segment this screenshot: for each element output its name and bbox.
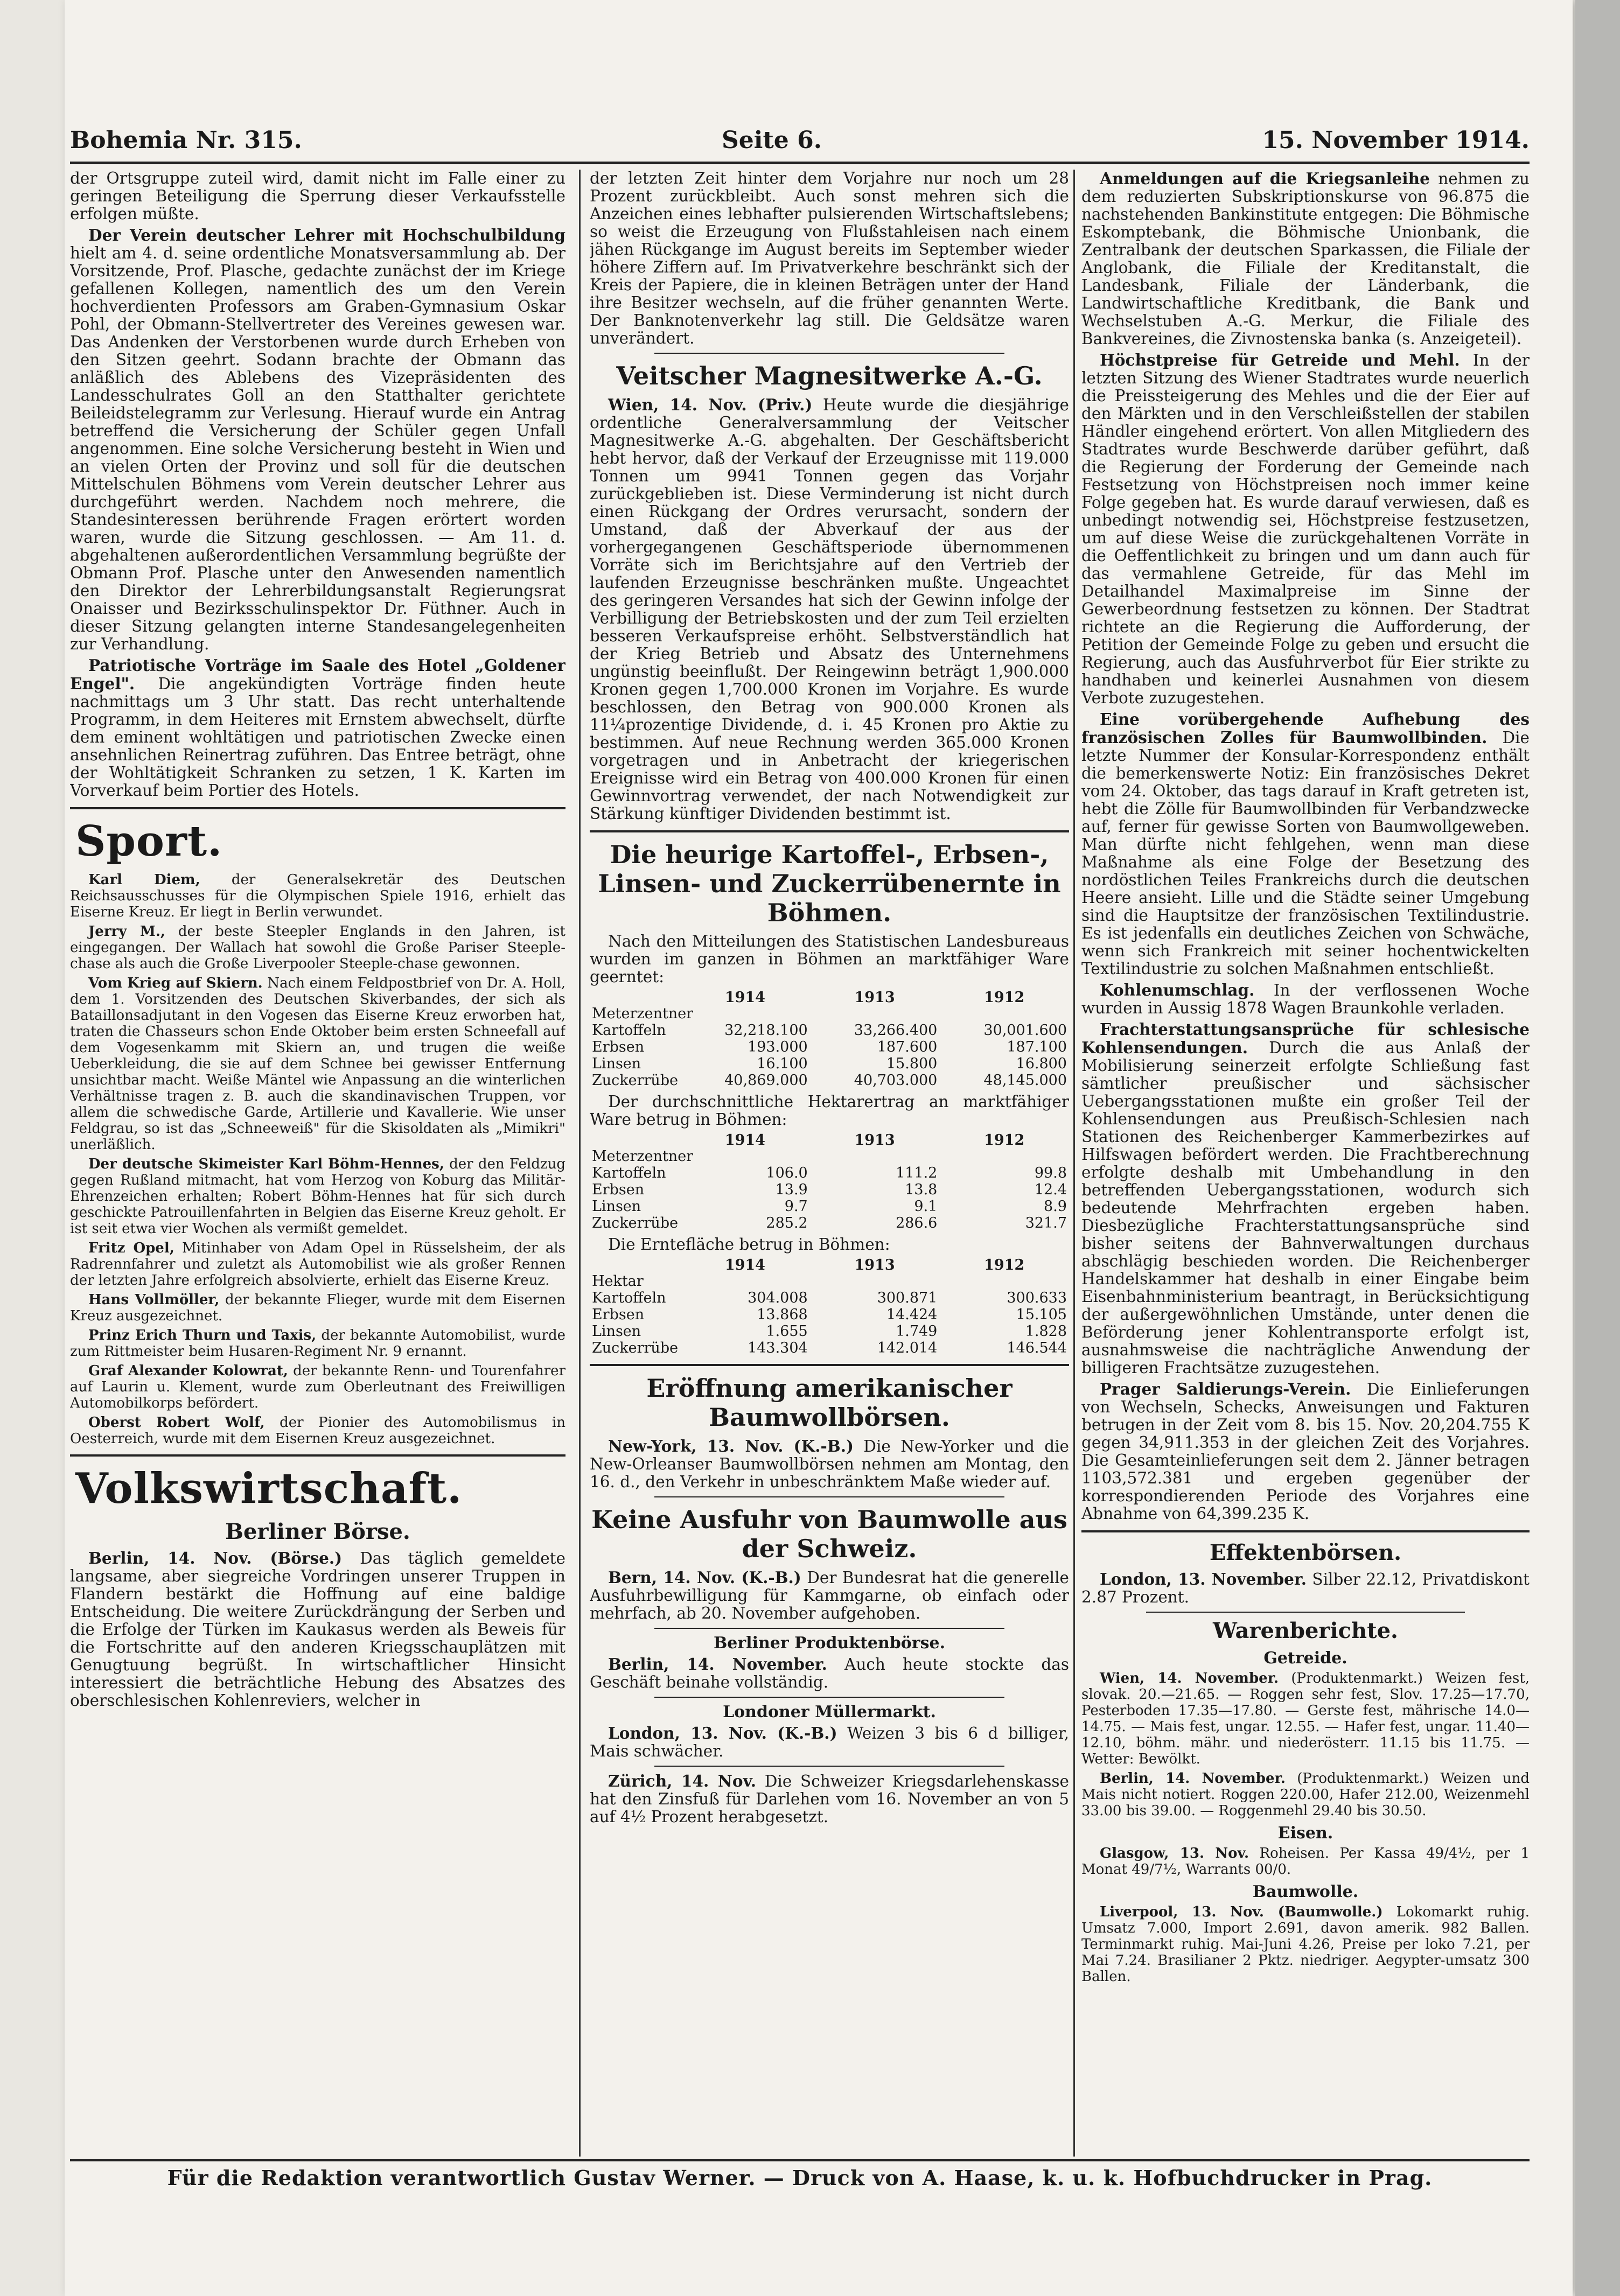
article-magnesit: [590, 396, 1069, 823]
table-row: [590, 1198, 1069, 1215]
article-kriegsanleihe: [1081, 170, 1530, 348]
table-cell: 300.633: [1007, 1290, 1067, 1306]
table-cell: 321.7: [1025, 1215, 1067, 1231]
table-cell: 142.014: [877, 1340, 938, 1356]
table-cell: 187.600: [877, 1039, 938, 1055]
report-berlin: [1081, 1770, 1530, 1819]
article-rule: [654, 1496, 1004, 1497]
row-label: Erbsen: [592, 1181, 645, 1198]
article-text: Roheisen. Per Kassa 49/4½, per 1 Monat 49/7½, Warrants 00/0.: [1081, 1845, 1530, 1878]
article-text: der beste Steepler Englands in den Jahren, ist eingegangen. Der Wallach hat sowohl die Große Pariser Steeple-chase als auch die Große Liverpooler Steeple-chase gewonnen.: [70, 923, 565, 972]
section-rule: [70, 1454, 565, 1457]
row-label: Kartoffeln: [592, 1165, 666, 1181]
table-cell: 1.749: [896, 1323, 938, 1340]
article-text: Nach einem Feldpostbrief von Dr. A. Holl, dem 1. Vorsitzenden des Deutschen Skiverbandes, der sich als Bataillonsadjutant in den Vogesen das Eiserne Kreuz erworben hat, traten die Chasseurs schon Ende Oktober beim ersten Schneefall auf dem Vogesenkamm mit Skiern an, und trugen die weiße Ueberkleidung, die sie auf dem Schnee bei gewisser Entfernung unsichtbar macht. Weiße Mäntel wie Anpassung an die winterlichen Verhältnisse tragen z. B. auch die skandinavischen Truppen, vor allem die schwedische Garde, Artillerie und Kavallerie. Wie unser Feldgrau, so ist das „Schneeweiß" für die Skisoldaten als „Mimikri" unerläßlich.: [70, 975, 565, 1153]
article-kohlenumschlag: [1081, 981, 1530, 1017]
row-label: Kartoffeln: [592, 1022, 666, 1039]
article-continuation: der Ortsgruppe zuteil wird, damit nicht im Falle einer zu geringen Beteiligung die Sperrung dieser Verkaufsstelle erfolgen müßte.: [70, 170, 565, 223]
year-header: 1914: [724, 989, 765, 1006]
sport-item: [70, 872, 565, 920]
table-cell: 40,869.000: [724, 1072, 808, 1089]
article-lead: Prager Saldierungs-Verein.: [1100, 1380, 1351, 1398]
report-glasgow: [1081, 1845, 1530, 1878]
article-text: Die letzte Nummer der Konsular-Korrespondenz enthält die bemerkenswerte Notiz: Ein französisches Dekret vom 24. Oktober, das tags darauf in Kraft getreten ist, hebt die Zölle für Baumwollbinden für Verbandzwecke auf, ferner für gewisse Sorten von Baumwollgeweben. Man dürfte nicht fehlgehen, wenn man diese Maßnahme als eine Folge der Besetzung des nordöstlichen Teiles Frankreichs durch die deutschen Heere ansieht. Lille und die Städte seiner Umgebung sind die Hauptsitze der französischen Textilindustrie. Es ist jedenfalls ein deutliches Zeichen von Schwäche, wenn sich Frankreich mit seiner hochentwickelten Textilindustrie zu solchen Maßnahmen entschließt.: [1081, 729, 1530, 978]
unit-label: Hektar: [592, 1273, 644, 1290]
article-lead: Kohlenumschlag.: [1100, 981, 1255, 999]
report-liverpool: [1081, 1904, 1530, 1985]
article-text: der bekannte Automobilist, wurde zum Rittmeister beim Husaren-Regiment Nr. 9 ernannt.: [70, 1327, 565, 1360]
article-rule: [654, 1628, 1004, 1629]
article-rule: [1146, 1612, 1465, 1613]
article-lead: Der deutsche Skimeister Karl Böhm-Hennes,: [88, 1156, 444, 1172]
year-header: 1913: [854, 1257, 895, 1273]
article-lead: Wien, 14. Nov. (Priv.): [608, 395, 813, 414]
article-text: Das täglich gemeldete langsame, aber siegreiche Vordringen unserer Truppen in Flandern bestärkt die Hoffnung auf eine baldige Entscheidung. Die weitere Zurückdrängung der Serben und die Erfolge der Türken im Kaukasus werden als Beweis für die Fortschritte auf den anderen Kriegsschauplätzen mit Genugtuung begrüßt. In wirtschaftlicher Hinsicht interessiert die beträchtliche Hebung des Absatzes des oberschlesischen Kohlenreviers, welcher in: [70, 1549, 565, 1710]
sport-item: [70, 1292, 565, 1324]
table-cell: 14.424: [886, 1306, 938, 1323]
article-lead: Berlin, 14. November.: [608, 1655, 827, 1674]
row-label: Erbsen: [592, 1306, 645, 1323]
table-cell: 286.6: [896, 1215, 938, 1231]
column-3: [1081, 170, 1530, 2157]
table-cell: 16.100: [757, 1055, 808, 1072]
article-lead: London, 13. Nov. (K.-B.): [608, 1724, 837, 1742]
article-text: Die New-Yorker und die New-Orleanser Baumwollbörsen nehmen am Montag, den 16. d., den Verkehr in unbeschränktem Maße wieder auf.: [590, 1437, 1069, 1491]
article-lead: Patriotische Vorträge im Saale des Hotel „Goldener Engel".: [70, 656, 565, 693]
article-text: Lokomarkt ruhig. Umsatz 7.000, Import 2.691, davon amerik. 982 Ballen. Terminmarkt ruhig. Mai-Juni 4.26, Preise per loko 7.21, per Mai 7.24. Brasilianer 2 Pktz. niedriger. Aegypter-umsatz 300 Ballen.: [1081, 1904, 1530, 1985]
article-text: Die Schweizer Kriegsdarlehenskasse hat den Zinsfuß für Darlehen vom 16. November an von 5 auf 4½ Prozent herabgesetzt.: [590, 1772, 1069, 1826]
section-rule: [70, 807, 565, 809]
article-zoll: [1081, 710, 1530, 978]
table-cell: 146.544: [1007, 1340, 1067, 1356]
section-title-warenberichte: Warenberichte.: [1213, 1618, 1398, 1643]
article-title-magnesit: Veitscher Magnesitwerke A.-G.: [616, 361, 1043, 390]
sport-item: [70, 923, 565, 972]
table-cell: 300.871: [877, 1290, 938, 1306]
year-header: 1912: [984, 989, 1025, 1006]
table-cell: 40,703.000: [854, 1072, 938, 1089]
sport-item: [70, 1156, 565, 1237]
table-cell: 1.655: [766, 1323, 808, 1340]
table-cell: 13.868: [757, 1306, 808, 1323]
section-title-effektenboersen: Effektenbörsen.: [1209, 1540, 1402, 1565]
article-lead: Eine vorübergehende Aufhebung des französischen Zolles für Baumwollbinden.: [1081, 710, 1530, 747]
table-row: [590, 1055, 1069, 1072]
table-ernte-flaeche: [590, 1257, 1069, 1356]
column-2: [590, 170, 1069, 2157]
section-rule: [590, 1364, 1069, 1366]
article-lead: Vom Krieg auf Skiern.: [88, 975, 263, 991]
article-text: Mitinhaber von Adam Opel in Rüsselsheim, der als Radrennfahrer und zuletzt als Automobilist wie als großer Rennen der letzten Jahre erfolgreich absolvierte, erhielt das Eiserne Kreuz.: [70, 1240, 565, 1289]
table-cell: 33,266.400: [854, 1022, 938, 1039]
table-row: [590, 1165, 1069, 1181]
article-text: Die Einlieferungen von Wechseln, Schecks, Anweisungen und Fakturen betrugen in der Zeit vom 8. bis 15. Nov. 20,204.755 K gegen 34,911.353 in der gleichen Zeit des Vorjahres. Die Gesamteinlieferungen seit dem 2. Jänner betragen 1103,572.381 und ergeben gegenüber der korrespondierenden Periode des Vorjahres eine Abnahme von 64,399.235 K.: [1081, 1380, 1530, 1523]
sport-item: [70, 1327, 565, 1360]
row-label: Zuckerrübe: [592, 1072, 679, 1089]
article-ausfuhr: [590, 1569, 1069, 1622]
article-lead: Liverpool, 13. Nov. (Baumwolle.): [1100, 1904, 1383, 1920]
article-rule: [654, 353, 1004, 354]
sport-item: [70, 975, 565, 1153]
article-lead: Der Verein deutscher Lehrer mit Hochschulbildung: [88, 226, 565, 244]
article-text: der Generalsekretär des Deutschen Reichsausschusses für die Olympischen Spiele 1916, erhielt das Eiserne Kreuz. Er liegt in Berlin verwundet.: [70, 872, 565, 920]
article-lead: Prinz Erich Thurn und Taxis,: [88, 1327, 317, 1343]
article-lead: Höchstpreise für Getreide und Mehl.: [1100, 351, 1460, 369]
article-vortraege: [70, 656, 565, 800]
report-wien: [1081, 1670, 1530, 1767]
table-row: [590, 1072, 1069, 1089]
article-text: der den Feldzug gegen Rußland mitmacht, hat vom Herzog von Koburg das Militär-Ehrenzeichen erhalten; Robert Böhm-Hennes hat für sich durch geschickte Patrouillenfahrten in Belgien das Eiserne Kreuz geholt. Er ist seit etwa vier Wochen als vermißt gemeldet.: [70, 1156, 565, 1237]
article-rule: [654, 1697, 1004, 1698]
sport-item: [70, 1363, 565, 1411]
article-text: (Produktenmarkt.) Weizen und Mais nicht notiert. Roggen 220.00, Hafer 212.00, Weizenmehl 33.00 bis 39.00. — Roggenmehl 29.40 bis 30.50.: [1081, 1770, 1530, 1819]
article-lead: Anmeldungen auf die Kriegsanleihe: [1100, 170, 1430, 188]
article-text: Durch die aus Anlaß der Mobilisierung seinerzeit erfolgte Schließung fast sämtlicher preußischer und sächsischer Uebergangsstationen mußte ein großer Teil der Kohlensendungen aus Preußisch-Schlesien nach Stationen des Reichenberger Kammerbezirkes auf Hilfswagen befördert werden. Die Frachtberechnung erfolgte deshalb mit Umbehandlung in den betreffenden Uebergangsstationen, wodurch sich bedeutende Mehrfrachten ergeben haben. Diesbezügliche Frachterstattungsansprüche sind bisher seitens der Bahnverwaltungen durchaus abschlägig beschieden worden. Die Reichenberger Handelskammer hat deshalb in einer Eingabe beim Eisenbahnministerium beantragt, in Berücksichtigung der außergewöhnlichen Umstände, unter denen die Beförderung jener Kohlentransporte erfolgt ist, ausnahmsweise die nachträgliche Anwendung der billigeren Frachtsätze zuzugestehen.: [1081, 1039, 1530, 1377]
article-rule: [654, 1766, 1004, 1767]
article-lehrerverein: [70, 226, 565, 653]
table-row: [590, 1290, 1069, 1306]
year-header: 1914: [724, 1257, 765, 1273]
article-lead: New-York, 13. Nov. (K.-B.): [608, 1437, 854, 1455]
table-cell: 8.9: [1044, 1198, 1067, 1215]
article-title-berliner-boerse: Berliner Börse.: [225, 1519, 410, 1544]
table-row: [590, 1323, 1069, 1340]
table-cell: 285.2: [766, 1215, 808, 1231]
table-cell: 9.7: [784, 1198, 808, 1215]
article-text: nehmen zu dem reduzierten Subskriptionskurse von 96.875 die nachstehenden Bankinstitute entgegen: Die Böhmische Eskomptebank, die Böhmische Unionbank, die Zentralbank der deutschen Sparkassen, die Filiale der Anglobank, die Filiale der Kreditanstalt, die Landesbank, Filiale der Länderbank, die Landwirtschaftliche Kreditbank, die Bank und Wechselstuben A.-G. Merkur, die Filiale des Bankvereines, die Zivnostenska banka (s. Anzeigeteil).: [1081, 170, 1530, 348]
row-label: Zuckerrübe: [592, 1340, 679, 1356]
section-title-sport: Sport.: [75, 817, 223, 866]
table-cell: 13.8: [905, 1181, 938, 1198]
table-row: [590, 1306, 1069, 1323]
scan-edge: [1575, 0, 1620, 2296]
column-divider: [1073, 170, 1075, 2157]
table-row: [590, 1181, 1069, 1198]
table-cell: 9.1: [914, 1198, 938, 1215]
table-row: [590, 1022, 1069, 1039]
subsection-eisen: Eisen.: [1277, 1824, 1333, 1843]
table-cell: 30,001.600: [983, 1022, 1067, 1039]
article-lead: Jerry M.,: [88, 923, 165, 940]
year-header: 1914: [724, 1132, 765, 1149]
article-lead: Graf Alexander Kolowrat,: [88, 1363, 288, 1379]
row-label: Kartoffeln: [592, 1290, 666, 1306]
article-baumwollboersen: [590, 1437, 1069, 1491]
subsection-baumwolle: Baumwolle.: [1252, 1882, 1359, 1901]
table-cell: 48,145.000: [983, 1072, 1067, 1089]
unit-label: Meterzentner: [592, 1005, 694, 1022]
ernte-hektarertrag-intro: Der durchschnittliche Hektarertrag an marktfähiger Ware betrug in Böhmen:: [590, 1093, 1069, 1129]
article-title-produktenboerse: Berliner Produktenbörse.: [713, 1634, 946, 1653]
row-label: Linsen: [592, 1055, 641, 1072]
table-cell: 32,218.100: [724, 1022, 808, 1039]
year-header: 1912: [984, 1257, 1025, 1273]
article-text: Die angekündigten Vorträge finden heute nachmittags um 3 Uhr statt. Das recht unterhaltende Programm, in dem Heiteres mit Ernstem abwechselt, dürfte dem eminent wohltätigen und patriotischen Zwecke einen ansehnlichen Reinertrag zuführen. Das Entree beträgt, ohne der Wohltätigkeit Schranken zu setzen, 1 K. Karten im Vorverkauf beim Portier des Hotels.: [70, 675, 565, 800]
table-cell: 16.800: [1016, 1055, 1067, 1072]
ernte-intro: Nach den Mitteilungen des Statistischen Landesbureaus wurden im ganzen in Böhmen an marktfähiger Ware geerntet:: [590, 932, 1069, 986]
table-cell: 111.2: [896, 1165, 938, 1181]
table-corner: [590, 989, 680, 1006]
article-text: hielt am 4. d. seine ordentliche Monatsversammlung ab. Der Vorsitzende, Prof. Plasche, gedachte zunächst der im Kriege gefallenen Kollegen, namentlich des um den Verein hochverdienten Professors am Graben-Gymnasium Oskar Pohl, der Obmann-Stellvertreter des Vereines gewesen war. Das Andenken der Verstorbenen wurde durch Erheben von den Sitzen geehrt. Sodann brachte der Obmann das anläßlich des Ablebens des Vizepräsidenten des Landesschulrates Goll an den Statthalter gerichtete Beileidstelegramm zur Verlesung. Hierauf wurde ein Antrag betreffend die Versicherung der Schüler gegen Unfall angenommen. Eine solche Versicherung besteht in Wien und an vielen Orten der Provinz und soll für die deutschen Mittelschulen Böhmens vom Verein deutscher Lehrer aus durchgeführt werden. Nachdem noch mehrere, die Standesinteressen berührende Fragen erörtert worden waren, wurde die Sitzung geschlossen. — Am 11. d. abgehaltenen außerordentlichen Versammlung begrüßte der Obmann Prof. Plasche unter den Anwesenden namentlich den Direktor der Lehrerbildungsanstalt Regierungsrat Onaisser und Bezirksschulinspektor Dr. Füthner. Auch in dieser Sitzung gelangten interne Standesangelegenheiten zur Verhandlung.: [70, 244, 565, 653]
table-cell: 304.008: [748, 1290, 808, 1306]
article-text: der bekannte Renn- und Tourenfahrer auf Laurin u. Klement, wurde zum Oberleutnant des Freiwilligen Automobilkorps befördert.: [70, 1363, 565, 1411]
article-lead: Hans Vollmöller,: [88, 1292, 220, 1308]
table-corner: [590, 1132, 680, 1149]
article-lead: Bern, 14. Nov. (K.-B.): [608, 1568, 801, 1587]
article-lead: Karl Diem,: [88, 872, 200, 888]
table-cell: 15.800: [886, 1055, 938, 1072]
column-1: [70, 170, 565, 2157]
article-lead: Oberst Robert Wolf,: [88, 1415, 265, 1431]
article-hoechstpreise: [1081, 351, 1530, 707]
article-text: Auch heute stockte das Geschäft beinahe vollständig.: [590, 1655, 1069, 1691]
article-saldierungsverein: [1081, 1380, 1530, 1523]
sport-item: [70, 1240, 565, 1289]
year-header: 1913: [854, 1132, 895, 1149]
article-effekten-london: [1081, 1570, 1530, 1606]
article-title-muellermarkt: Londoner Müllermarkt.: [723, 1703, 936, 1721]
article-title-ausfuhr: Keine Ausfuhr von Baumwolle aus der Schweiz.: [591, 1505, 1067, 1563]
header-date: 15. November 1914.: [1262, 127, 1530, 154]
table-cell: 106.0: [766, 1165, 808, 1181]
section-title-volkswirtschaft: Volkswirtschaft.: [75, 1464, 463, 1513]
article-text: (Produktenmarkt.) Weizen fest, slovak. 20.—21.65. — Roggen sehr fest, Slov. 17.25—17.70, Pesterboden 17.35—17.80. — Gerste fest, mährische 14.0—14.75. — Mais fest, ungar. 12.55. — Hafer fest, ungar. 11.40—12.10, böhm. mähr. und niederösterr. 11.15 bis 11.75. — Wetter: Bewölkt.: [1081, 1670, 1530, 1767]
article-zuerich: [590, 1772, 1069, 1826]
article-produktenboerse: [590, 1655, 1069, 1691]
article-text: Der Bundesrat hat die generelle Ausfuhrbewilligung für Kammgarne, ob einfach oder mehrfach, ab 20. November aufgehoben.: [590, 1569, 1069, 1622]
table-cell: 15.105: [1016, 1306, 1067, 1323]
article-title-baumwollboersen: Eröffnung amerikanischer Baumwollbörsen.: [646, 1374, 1012, 1432]
table-cell: 143.304: [748, 1340, 808, 1356]
ernte-flaeche-intro: Die Erntefläche betrug in Böhmen:: [608, 1235, 890, 1254]
article-lead: Zürich, 14. Nov.: [608, 1772, 757, 1790]
table-cell: 193.000: [748, 1039, 808, 1055]
article-lead: Fritz Opel,: [88, 1240, 174, 1256]
article-lead: Berlin, 14. Nov. (Börse.): [88, 1549, 343, 1567]
article-frachterstattung: [1081, 1020, 1530, 1377]
table-ernte-menge: [590, 989, 1069, 1089]
table-cell: 99.8: [1034, 1165, 1067, 1181]
row-label: Zuckerrübe: [592, 1215, 679, 1231]
year-header: 1913: [854, 989, 895, 1006]
section-rule: [590, 830, 1069, 832]
article-text: der bekannte Flieger, wurde mit dem Eisernen Kreuz ausgezeichnet.: [70, 1292, 565, 1324]
article-lead: Glasgow, 13. Nov.: [1100, 1845, 1249, 1861]
table-corner: [590, 1257, 680, 1273]
table-row: [590, 1215, 1069, 1231]
table-ernte-hektarertrag: [590, 1132, 1069, 1231]
header-issue: Bohemia Nr. 315.: [70, 127, 302, 154]
unit-label: Meterzentner: [592, 1148, 694, 1165]
column-divider: [579, 170, 581, 2157]
article-text: Weizen 3 bis 6 d billiger, Mais schwächer.: [590, 1724, 1069, 1760]
table-cell: 13.9: [775, 1181, 808, 1198]
article-lead: Frachterstattungsansprüche für schlesische Kohlensendungen.: [1081, 1020, 1530, 1057]
section-rule: [1081, 1530, 1530, 1532]
table-row: [590, 1340, 1069, 1356]
table-row: [590, 1039, 1069, 1055]
article-berliner-boerse: [70, 1549, 565, 1710]
article-text: Heute wurde die diesjährige ordentliche Generalversammlung der Veitscher Magnesitwerke A.-G. abgehalten. Der Geschäftsbericht hebt hervor, daß der Verkauf der Erzeugnisse mit 119.000 Tonnen um 9941 Tonnen gegen das Vorjahr zurückgeblieben ist. Diese Verminderung ist nicht durch einen Rückgang der Ordres verursacht, sondern der Umstand, daß der Abverkauf der aus der vorhergegangenen Geschäftsperiode übernommenen Vorräte sich im Berichtsjahre auf den Vertrieb der laufenden Erzeugnisse beschränken mußte. Ungeachtet des geringeren Versandes hat sich der Gewinn infolge der Verbilligung der Betriebskosten und der zum Teil erzielten besseren Verkaufspreise erhöht. Selbstverständlich hat der Krieg Betrieb und Absatz des Unternehmens ungünstig beeinflußt. Der Reingewinn beträgt 1,900.000 Kronen gegen 1,700.000 Kronen im Vorjahre. Es wurde beschlossen, den Betrag von 900.000 Kronen als 11¼prozentige Dividende, d. i. 45 Kronen pro Aktie zu bestimmen. Auf neue Rechnung werden 365.000 Kronen vorgetragen und in Anbetracht der kriegerischen Ereignisse wird ein Betrag von 400.000 Kronen für einen Gewinnvortrag verwendet, der nach Notwendigkeit zur Stärkung künftiger Dividenden bestimmt ist.: [590, 396, 1069, 823]
row-label: Erbsen: [592, 1039, 645, 1055]
header-rule: [70, 162, 1530, 164]
footer-rule: [70, 2159, 1530, 2161]
article-text: der Pionier des Automobilismus in Oesterreich, wurde mit dem Eisernen Kreuz ausgezeichnet.: [70, 1415, 565, 1447]
page-header: [70, 121, 1530, 159]
article-lead: Wien, 14. November.: [1100, 1670, 1279, 1686]
article-text: In der verflossenen Woche wurden in Aussig 1878 Wagen Braunkohle verladen.: [1081, 981, 1530, 1017]
subsection-getreide: Getreide.: [1263, 1649, 1347, 1668]
row-label: Linsen: [592, 1323, 641, 1340]
header-page-number: Seite 6.: [722, 127, 822, 154]
article-text: In der letzten Sitzung des Wiener Stadtrates wurde neuerlich die Preissteigerung des Mehles und die der Eier auf den Märkten und in den Verschleißstellen der stabilen Händler eingehend erörtert. Von allen Mitgliedern des Stadtrates wurde Beschwerde darüber geführt, daß die Regierung der Forderung der Gemeinde nach Festsetzung von Höchstpreisen noch immer keine Folge gegeben hat. Es wurde darauf verwiesen, daß es unbedingt notwendig sei, Höchstpreise festzusetzen, um auf diese Weise die zurückgehaltenen Vorräte in die Oeffentlichkeit zu bringen und um dann auch für das vermahlene Getreide, für das Mehl im Detailhandel Maximalpreise im Sinne der Gewerbeordnung festsetzen zu können. Der Stadtrat richtete an die Regierung die Aufforderung, der Petition der Gemeinde Folge zu geben und ersucht die Regierung, auch das Ausfuhrverbot für Eier strikte zu handhaben und keinerlei Ausnahmen von diesem Verbote zuzugestehen.: [1081, 351, 1530, 707]
article-lead: Berlin, 14. November.: [1100, 1770, 1286, 1787]
table-cell: 187.100: [1007, 1039, 1067, 1055]
article-muellermarkt: [590, 1724, 1069, 1760]
table-cell: 12.4: [1034, 1181, 1067, 1198]
row-label: Linsen: [592, 1198, 641, 1215]
table-cell: 1.828: [1025, 1323, 1067, 1340]
sport-item: [70, 1415, 565, 1447]
article-lead: London, 13. November.: [1100, 1570, 1307, 1588]
article-title-ernte: Die heurige Kartoffel-, Erbsen-, Linsen- und Zuckerrübenernte in Böhmen.: [598, 840, 1061, 927]
article-continuation: der letzten Zeit hinter dem Vorjahre nur noch um 28 Prozent zurückbleibt. Auch sonst mehren sich die Anzeichen eines lebhafter pulsierenden Wirtschaftslebens; so weist die Erzeugung von Flußstahleisen nach einem jähen Rückgange im August bereits im September wieder höhere Ziffern auf. Im Privatverkehre beschränkt sich der Kreis der Papiere, die in kleinen Beträgen unter der Hand ihre Besitzer wechseln, auf die früher genannten Werte. Der Banknotenverkehr lag still. Die Geldsätze waren unverändert.: [590, 170, 1069, 347]
imprint-footer: Für die Redaktion verantwortlich Gustav Werner. — Druck von A. Haase, k. u. k. Hofbuchdrucker in Prag.: [167, 2166, 1433, 2190]
article-text: Silber 22.12, Privatdiskont 2.87 Prozent.: [1081, 1570, 1530, 1606]
year-header: 1912: [984, 1132, 1025, 1149]
